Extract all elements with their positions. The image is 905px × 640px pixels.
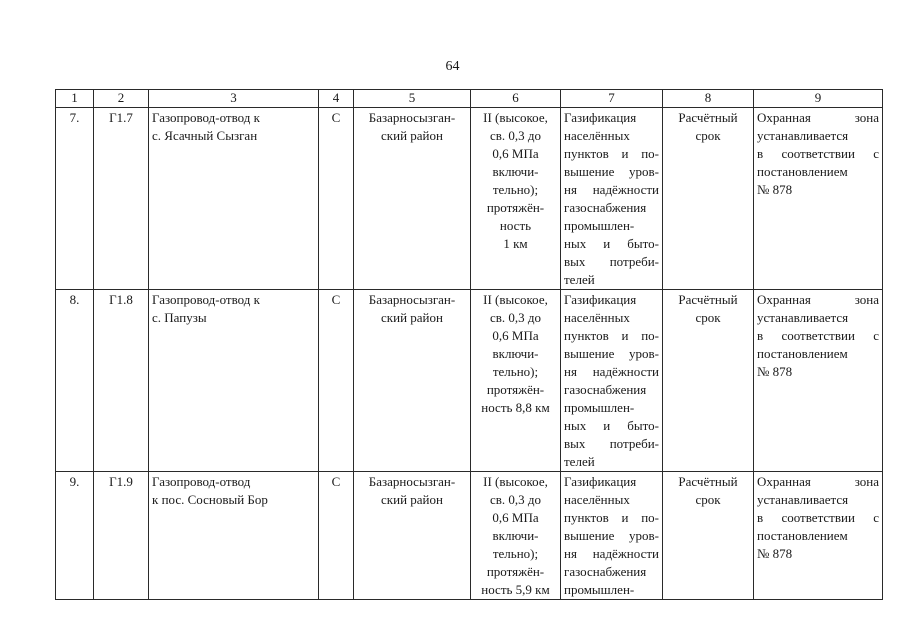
cell-characteristics-line: 1 км xyxy=(503,236,528,251)
column-header-5: 5 xyxy=(354,90,471,108)
column-header-6: 6 xyxy=(471,90,561,108)
cell-protection-zone-line: Охранная зона xyxy=(757,110,879,125)
column-header-4: 4 xyxy=(319,90,354,108)
cell-purpose-line: населённых xyxy=(564,128,630,143)
cell-object-name-line: к пос. Сосновый Бор xyxy=(152,492,268,507)
cell-category: С xyxy=(319,108,354,290)
cell-code: Г1.9 xyxy=(94,472,149,600)
cell-protection-zone-line: постановлением xyxy=(757,528,848,543)
cell-term-line: срок xyxy=(695,492,721,507)
cell-characteristics-line: тельно); xyxy=(492,182,539,197)
cell-location-line: Базарносызган- xyxy=(368,474,456,489)
cell-code: Г1.7 xyxy=(94,108,149,290)
cell-location-line: ский район xyxy=(381,310,443,325)
cell-purpose-line: газоснабжения xyxy=(564,564,647,579)
cell-object-name xyxy=(149,290,319,472)
cell-purpose-line: ных и быто- xyxy=(564,418,659,433)
table-header xyxy=(56,90,883,108)
column-header-3: 3 xyxy=(149,90,319,108)
cell-location-line: Базарносызган- xyxy=(368,292,456,307)
cell-term-line: Расчётный xyxy=(678,110,738,125)
table-row xyxy=(56,472,883,600)
cell-characteristics-line: включи- xyxy=(492,346,539,361)
cell-purpose-line: промышлен- xyxy=(564,400,635,415)
cell-characteristics-line: 0,6 МПа xyxy=(492,510,539,525)
cell-object-name xyxy=(149,108,319,290)
cell-purpose-line: вышение уров- xyxy=(564,346,659,361)
cell-number: 9. xyxy=(56,472,94,600)
cell-characteristics-line: протяжён- xyxy=(486,564,545,579)
cell-purpose-line: газоснабжения xyxy=(564,382,647,397)
cell-purpose xyxy=(561,472,663,600)
cell-location xyxy=(354,472,471,600)
cell-purpose-line: ня надёжности xyxy=(564,546,659,561)
column-header-2: 2 xyxy=(94,90,149,108)
cell-characteristics-line: включи- xyxy=(492,164,539,179)
cell-term xyxy=(663,108,754,290)
cell-characteristics xyxy=(471,108,561,290)
cell-term-line: срок xyxy=(695,128,721,143)
cell-protection-zone-line: в соответствии с xyxy=(757,328,879,343)
cell-protection-zone-line: № 878 xyxy=(757,546,793,561)
cell-purpose-line: ня надёжности xyxy=(564,364,659,379)
cell-purpose-line: газоснабжения xyxy=(564,200,647,215)
cell-purpose-line: телей xyxy=(564,272,595,287)
cell-characteristics xyxy=(471,290,561,472)
cell-term xyxy=(663,472,754,600)
cell-protection-zone xyxy=(754,290,883,472)
cell-protection-zone-line: устанавливается xyxy=(757,310,849,325)
cell-object-name-line: Газопровод-отвод xyxy=(152,474,251,489)
table-body xyxy=(56,108,883,600)
cell-code: Г1.8 xyxy=(94,290,149,472)
cell-characteristics-line: св. 0,3 до xyxy=(489,492,542,507)
cell-purpose-line: ных и быто- xyxy=(564,236,659,251)
column-header-7: 7 xyxy=(561,90,663,108)
cell-number: 7. xyxy=(56,108,94,290)
cell-purpose-line: населённых xyxy=(564,310,630,325)
cell-category: С xyxy=(319,290,354,472)
cell-object-name-line: с. Папузы xyxy=(152,310,207,325)
cell-location xyxy=(354,290,471,472)
cell-characteristics-line: протяжён- xyxy=(486,200,545,215)
cell-object-name-line: Газопровод-отвод к xyxy=(152,110,260,125)
column-header-8: 8 xyxy=(663,90,754,108)
cell-purpose xyxy=(561,290,663,472)
gas-pipeline-table xyxy=(55,89,883,600)
cell-protection-zone-line: устанавливается xyxy=(757,128,849,143)
cell-purpose-line: вых потреби- xyxy=(564,254,659,269)
cell-characteristics-line: 0,6 МПа xyxy=(492,146,539,161)
cell-characteristics-line: II (высокое, xyxy=(483,292,548,307)
cell-purpose-line: населённых xyxy=(564,492,630,507)
cell-term-line: Расчётный xyxy=(678,292,738,307)
cell-purpose-line: пунктов и по- xyxy=(564,146,659,161)
cell-purpose-line: вышение уров- xyxy=(564,528,659,543)
cell-purpose-line: Газификация xyxy=(564,474,637,489)
header-row xyxy=(56,90,883,108)
cell-purpose-line: промышлен- xyxy=(564,582,635,597)
cell-protection-zone-line: постановлением xyxy=(757,346,848,361)
cell-category: С xyxy=(319,472,354,600)
cell-characteristics-line: ность 8,8 км xyxy=(481,400,550,415)
cell-characteristics-line: св. 0,3 до xyxy=(489,128,542,143)
cell-characteristics xyxy=(471,472,561,600)
cell-characteristics-line: ность xyxy=(499,218,532,233)
cell-purpose-line: Газификация xyxy=(564,292,637,307)
cell-term xyxy=(663,290,754,472)
cell-purpose-line: вышение уров- xyxy=(564,164,659,179)
cell-purpose-line: ня надёжности xyxy=(564,182,659,197)
cell-purpose-line: Газификация xyxy=(564,110,637,125)
cell-location xyxy=(354,108,471,290)
cell-purpose xyxy=(561,108,663,290)
cell-protection-zone xyxy=(754,472,883,600)
cell-term-line: Расчётный xyxy=(678,474,738,489)
cell-characteristics-line: тельно); xyxy=(492,364,539,379)
cell-location-line: ский район xyxy=(381,128,443,143)
cell-characteristics-line: II (высокое, xyxy=(483,474,548,489)
cell-object-name-line: Газопровод-отвод к xyxy=(152,292,260,307)
cell-protection-zone-line: устанавливается xyxy=(757,492,849,507)
cell-protection-zone-line: Охранная зона xyxy=(757,292,879,307)
cell-characteristics-line: св. 0,3 до xyxy=(489,310,542,325)
column-header-1: 1 xyxy=(56,90,94,108)
cell-object-name-line: с. Ясачный Сызган xyxy=(152,128,258,143)
cell-purpose-line: вых потреби- xyxy=(564,436,659,451)
page-number: 64 xyxy=(445,59,460,74)
cell-protection-zone xyxy=(754,108,883,290)
cell-purpose-line: промышлен- xyxy=(564,218,635,233)
cell-protection-zone-line: № 878 xyxy=(757,364,793,379)
cell-purpose-line: пунктов и по- xyxy=(564,510,659,525)
cell-location-line: ский район xyxy=(381,492,443,507)
cell-purpose-line: пунктов и по- xyxy=(564,328,659,343)
cell-object-name xyxy=(149,472,319,600)
cell-protection-zone-line: Охранная зона xyxy=(757,474,879,489)
cell-protection-zone-line: № 878 xyxy=(757,182,793,197)
column-header-9: 9 xyxy=(754,90,883,108)
cell-protection-zone-line: в соответствии с xyxy=(757,510,879,525)
cell-location-line: Базарносызган- xyxy=(368,110,456,125)
cell-characteristics-line: включи- xyxy=(492,528,539,543)
table-row xyxy=(56,108,883,290)
cell-number: 8. xyxy=(56,290,94,472)
cell-characteristics-line: ность 5,9 км xyxy=(481,582,550,597)
table-row xyxy=(56,290,883,472)
cell-characteristics-line: II (высокое, xyxy=(483,110,548,125)
cell-characteristics-line: протяжён- xyxy=(486,382,545,397)
cell-purpose-line: телей xyxy=(564,454,595,469)
cell-characteristics-line: 0,6 МПа xyxy=(492,328,539,343)
cell-term-line: срок xyxy=(695,310,721,325)
cell-protection-zone-line: в соответствии с xyxy=(757,146,879,161)
cell-protection-zone-line: постановлением xyxy=(757,164,848,179)
cell-characteristics-line: тельно); xyxy=(492,546,539,561)
